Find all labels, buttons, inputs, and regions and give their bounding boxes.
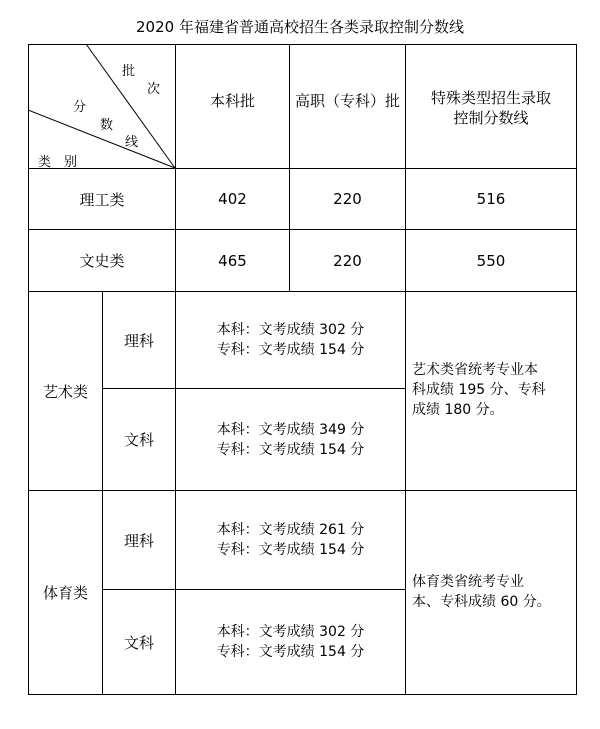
header-corner-label: 分 [73,100,87,115]
score-line: 本科：文考成绩 261 分 [216,522,365,538]
note-line: 科成绩 195 分、专科 [412,382,546,398]
header-corner-label: 次 [147,82,161,97]
score-line: 专科：文考成绩 154 分 [216,441,365,458]
row-label-sport: 体育类 [42,584,88,602]
subrow-label-wenke: 文科 [123,633,154,652]
score-line: 专科：文考成绩 154 分 [216,342,365,358]
sport-note [412,572,574,612]
score-special: 550 [476,251,506,270]
score-line: 本科：文考成绩 302 分 [216,624,365,640]
score-benke: 402 [218,190,247,208]
score-line: 专科：文考成绩 154 分 [216,542,365,558]
score-gaozhi: 220 [333,190,362,208]
note-line: 成绩 180 分。 [412,402,504,418]
note-line: 艺术类省统考专业本 [412,362,538,378]
sport-like-scores [176,491,405,589]
subrow-label-wenke: 文科 [123,431,154,449]
table-border-bottom [28,694,577,695]
art-wenke-scores [176,389,405,490]
header-corner-label: 类 [38,155,52,170]
note-line: 体育类省统考专业 [412,574,524,590]
table-border-right [576,44,577,695]
column-header-gaozhi: 高职（专科）批 [294,91,400,110]
column-header-benke: 本科批 [209,91,255,110]
row-label-ligong: 理工类 [79,190,125,209]
score-gaozhi: 220 [333,251,362,270]
column-header-special-line: 特殊类型招生录取 [430,89,551,107]
subrow-label-like: 理科 [123,531,154,550]
score-line: 本科：文考成绩 302 分 [216,322,365,338]
header-corner-label: 别 [64,155,78,170]
score-line: 本科：文考成绩 349 分 [216,421,365,438]
page-title: 2020 年福建省普通高校招生各类录取控制分数线 [136,18,464,36]
art-like-scores [176,292,405,388]
note-line: 本、专科成绩 60 分。 [412,594,551,610]
header-corner-label: 数 [100,118,114,133]
row-label-art: 艺术类 [42,382,88,401]
subrow-label-like: 理科 [123,331,154,350]
score-line: 专科：文考成绩 154 分 [216,644,365,660]
column-header-special-line: 控制分数线 [453,109,529,127]
sport-wenke-scores [176,590,405,694]
divider [405,44,406,695]
score-benke: 465 [218,251,247,270]
header-corner-label: 批 [122,64,136,79]
row-label-wenshi: 文史类 [79,252,125,270]
column-header-special [406,88,576,128]
score-special: 516 [476,190,506,208]
art-note [412,360,574,420]
header-corner-label: 线 [125,135,139,150]
